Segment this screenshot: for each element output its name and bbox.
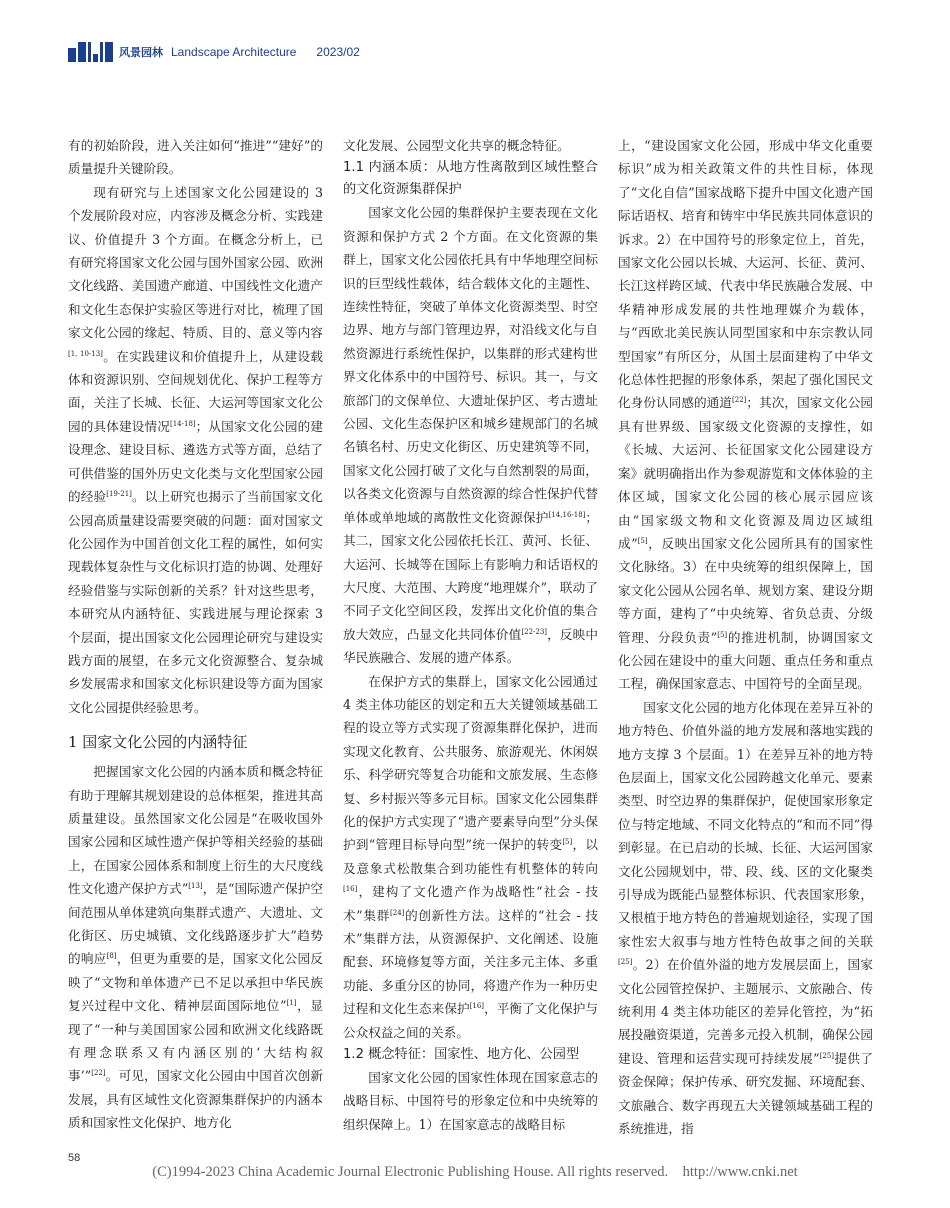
paragraph: 文化发展、公园型文化共享的概念特征。 <box>343 138 570 153</box>
text-column-2 <box>343 134 598 1136</box>
paragraph: 在保护方式的集群上，国家文化公园通过 4 类主体功能区的划定和五大关键领域基础工程的设立等方式实现了资源集群化保护，进而实现文化教育、公共服务、旅游观光、休闲娱乐、科学研究等复合功能和文旅发展、生态修复、乡村振兴等多元目标。国家文化公园集群化的保护方式实现了“遗产要素导向型”分头保护到“管理目标导向型”统一保护的转变[5]，以及意象式松散集合到功能性有机整体的转向[16]，建构了文化遗产作为战略性“社会 - 技术”集群[24]的创新性方法。这样的“社会 - 技术”集群方法，从资源保护、文化阐述、设施配套、环境修复等方面，关注多元主体、多重功能、多重分区的协同，将遗产作为一种历史过程和文化生态来保护[16]，平衡了文化保护与公众权益之间的关系。 <box>343 673 599 1040</box>
citation: [8] <box>106 952 117 961</box>
text-column-1 <box>68 134 323 1135</box>
journal-name-en: Landscape Architecture <box>171 45 297 59</box>
citation: [16] <box>343 885 358 893</box>
page-number: 58 <box>68 1152 81 1164</box>
journal-logo-icon <box>68 42 113 62</box>
section-heading: 1 国家文化公园的内涵特征 <box>68 733 248 752</box>
citation: [14-18] <box>170 419 196 428</box>
paragraph: 有的初始阶段，进入关注如何“推进”“建好”的质量提升关键阶段。 <box>68 138 323 177</box>
citation: [1, 10-13] <box>68 349 103 358</box>
paragraph: 国家文化公园的国家性体现在国家意志的战略目标、中国符号的形象定位和中央统筹的组织保障上。1）在国家意志的战略目标 <box>343 1070 598 1132</box>
citation: [25] <box>618 958 633 967</box>
paragraph: 国家文化公园的地方化体现在差异互补的地方特色、价值外溢的地方发展和落地实践的地方支撑 3 个层面。1）在差异互补的地方特色层面上，国家文化公园跨越文化单元、要素类型、时空边界的集群保护，促使国家形象定位与特定地域、不同文化特点的“和而不同”得到彰显。在已启动的长城、长征、大运河国家文化公园规划中，带、段、线、区的文化聚类引导成为既能凸显整体标识、代表国家形象，又根植于地方特色的普遍规划途径，实现了国家性宏大叙事与地方性特色故事之间的关联[25]。2）在价值外溢的地方发展层面上，国家文化公园管控保护、主题展示、文旅融合、传统利用 4 类主体功能区的差异化管控，为“拓展投融资渠道，完善多元投入机制，确保公园建设、管理和运营实现可持续发展”[25]提供了资金保障；保护传承、研究发掘、环境配套、文旅融合、数字再现五大关键领域基础工程的系统推进，指 <box>618 699 873 1137</box>
citation: [5] <box>562 838 573 847</box>
subsection-heading: 1.2 概念特征：国家性、地方化、公园型 <box>343 1047 580 1063</box>
paragraph: 把握国家文化公园的内涵本质和概念特征有助于理解其规划建设的总体框架，推进其高质量建设。虽然国家文化公园是“在吸收国外国家公园和区域性遗产保护等相关经验的基础上，在国家公园体系和制度上衍生的大尺度线性文化遗产保护方式”[13]，是“国际遗产保护空间范围从单体建筑向集群式遗产、大遗址、文化街区、历史城镇、文化线路逐步扩大”趋势的响应[8]，但更为重要的是，国家文化公园反映了“文物和单体遗产已不足以承担中华民族复兴过程中文化、精神层面国际地位”[1]，显现了“一种与美国国家公园和欧洲文化线路既有理念联系又有内涵区别的‘大结构叙事’”[22]。可见，国家文化公园由中国首次创新发展，具有区域性文化资源集群保护的内涵本质和国家性文化保护、地方化 <box>68 764 324 1131</box>
citation: [25] <box>819 1051 834 1060</box>
citation: [1] <box>286 999 297 1008</box>
citation: [24] <box>390 908 405 917</box>
citation: [22] <box>732 396 747 405</box>
citation: [19-21] <box>106 489 132 498</box>
citation: [16] <box>469 1002 485 1011</box>
citation: [22] <box>91 1069 106 1078</box>
journal-name-cn: 风景园林 <box>119 46 163 59</box>
journal-header <box>68 38 360 66</box>
citation: [14,16-18] <box>548 510 586 519</box>
citation: [13] <box>188 882 203 890</box>
issue-number: 2023/02 <box>316 45 360 59</box>
citation: [5] <box>637 536 648 545</box>
citation: [22-23] <box>521 627 548 636</box>
copyright-notice: (C)1994-2023 China Academic Journal Electronic Publishing House. All rights reserved. http://www.cnki.net <box>152 1164 798 1180</box>
citation: [5] <box>717 630 728 639</box>
text-column-3 <box>618 134 873 1140</box>
subsection-heading: 1.1 内涵本质：从地方性离散到区域性整合的文化资源集群保护 <box>343 160 598 198</box>
paragraph: 上，“建设国家文化公园，形成中华文化重要标识”成为相关政策文件的共性目标，体现了“文化自信”国家战略下提升中国文化遗产国际话语权、培育和铸牢中华民族共同体意识的诉求。2）在中国符号的形象定位上，首先，国家文化公园以长城、大运河、长征、黄河、长江这样跨区域、代表中华民族融合发展、中华精神形成发展的共性地理媒介为载体，与“西欧北美民族认同型国家和中东宗教认同型国家”有所区分，从国土层面建构了中华文化总体性把握的形象体系，架起了强化国民文化身份认同感的通道[22]；其次，国家文化公园具有世界级、国家级文化资源的支撑性，如《长城、大运河、长征国家文化公园建设方案》就明确指出作为参观游览和文体体验的主体区域，国家文化公园的核心展示园应该由“国家级文物和文化资源及周边区域组成”[5]，反映出国家文化公园所具有的国家性文化脉络。3）在中央统筹的组织保障上，国家文化公园从公园名单、规划方案、建设分期等方面，建构了“中央统筹、省负总责、分级管理、分段负责”[5]的推进机制，协调国家文化公园在建设中的重大问题、重点任务和重点工程，确保国家意志、中国符号的全面呈现。 <box>618 138 874 692</box>
paragraph: 现有研究与上述国家文化公园建设的 3 个发展阶段对应，内容涉及概念分析、实践建议、价值提升 3 个方面。在概念分析上，已有研究将国家文化公园与国外国家公园、欧洲文化线路、美国遗产廊道、中国线性文化遗产和文化生态保护实验区等进行对比，梳理了国家文化公园的缘起、特质、目的、意义等内容[1, 10-13]。在实践建议和价值提升上，从建设载体和资源识别、空间规划优化、保护工程等方面，关注了长城、长征、大运河等国家文化公园的具体建设情况[14-18]；从国家文化公园的建设理念、建设目标、遴选方式等方面，总结了可供借鉴的国外历史文化类与文化型国家公园的经验[19-21]。以上研究也揭示了当前国家文化公园高质量建设需要突破的问题：面对国家文化公园作为中国首创文化工程的属性，如何实现载体复杂性与文化标识打造的协调、处理好经验借鉴与实际创新的关系？针对这些思考，本研究从内涵特征、实践进展与理论探索 3 个层面，提出国家文化公园理论研究与建设实践方面的展望，在多元文化资源整合、复杂城乡发展需求和国家文化标识建设等方面为国家文化公园提供经验思考。 <box>68 184 324 715</box>
paragraph: 国家文化公园的集群保护主要表现在文化资源和保护方式 2 个方面。在文化资源的集群上，国家文化公园依托具有中华地理空间标识的巨型线性载体，结合载体文化的主题性、连续性特征，突破了单体文化资源类型、时空边界、地方与部门管理边界，对沿线文化与自然资源进行系统性保护，以集群的形式建构世界文化体系中的中国符号、标识。其一，与文旅部门的文保单位、大遗址保护区、考古遗址公园、文化生态保护区和城乡建规部门的名城名镇名村、历史文化街区、历史建筑等不同，国家文化公园打破了文化与自然割裂的局面，以各类文化资源与自然资源的综合性保护代替单体或单地域的离散性文化资源保护[14,16-18]；其二，国家文化公园依托长江、黄河、长征、大运河、长城等在国际上有影响力和话语权的大尺度、大范围、大跨度“地理媒介”，联动了不同子文化空间区段，发挥出文化价值的集合放大效应，凸显文化共同体价值[22-23]，反映中华民族融合、发展的遗产体系。 <box>343 205 599 666</box>
